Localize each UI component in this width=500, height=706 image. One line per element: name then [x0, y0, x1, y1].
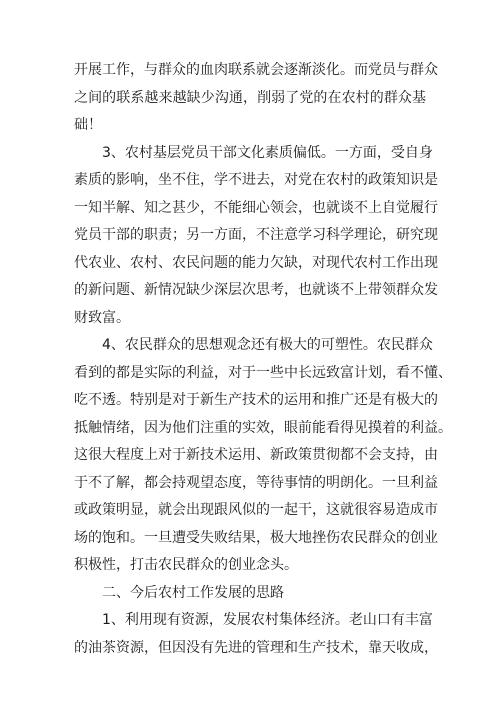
text-line: 积极性，打击农民群众的创业念头。: [74, 557, 298, 573]
text-line: 一知半解、知之甚少，不能细心领会，也就谈不上自觉履行: [74, 199, 438, 216]
text-line: 看到的都是实际的利益，对于一些中长远致富计划，看不懂、: [74, 364, 452, 381]
text-line: 素质的影响，坐不住，学不进去，对党在农村的政策知识是: [74, 172, 438, 188]
text-line: 或政策明显，就会出现跟风似的一起干，这就很容易造成市: [74, 502, 438, 518]
text-line: 场的饱和。一旦遭受失败结果，极大地挫伤农民群众的创业: [74, 529, 438, 546]
section-heading: [74, 580, 426, 608]
paragraph-2: [74, 140, 438, 333]
text-line: 开展工作，与群众的血肉联系就会逐渐淡化。而党员与群众: [74, 62, 438, 78]
text-line: 财致富。: [74, 309, 130, 326]
paragraph-4: [74, 607, 438, 662]
text-line: 的油茶资源，但因没有先进的管理和生产技术，靠天收成，: [74, 639, 438, 656]
text-line: 代农业、农村、农民问题的能力欠缺，对现代农村工作出现: [74, 254, 438, 271]
paragraph-1: [74, 57, 438, 140]
text-line: 3、农村基层党员干部文化素质偏低。一方面，受自身: [102, 144, 433, 161]
text-line: 1、利用现有资源，发展农村集体经济。老山口有丰富: [102, 612, 433, 628]
text-line: 吃不透。特别是对于新生产技术的运用和推广还是有极大的: [74, 392, 438, 408]
text-line: 二、今后农村工作发展的思路: [102, 584, 284, 601]
text-line: 之间的联系越来越缺少沟通，削弱了党的在农村的群众基: [74, 89, 426, 106]
text-line: 于不了解，都会持观望态度，等待事情的明朗化。一旦利益: [74, 474, 438, 491]
text-line: 党员干部的职责；另一方面，不注意学习科学理论，研究现: [74, 227, 438, 243]
text-line: 这很大程度上对于新技术运用、新政策贯彻都不会支持，由: [74, 447, 438, 463]
text-line: 4、农民群众的思想观念还有极大的可塑性。农民群众: [102, 337, 433, 353]
paragraph-3: [74, 332, 452, 580]
text-line: 抵触情绪，因为他们注重的实效，眼前能看得见摸着的利益。: [74, 419, 452, 436]
document-page: [74, 57, 452, 662]
text-line: 础！: [74, 117, 102, 133]
text-line: 的新问题、新情况缺少深层次思考，也就谈不上带领群众发: [74, 282, 438, 298]
